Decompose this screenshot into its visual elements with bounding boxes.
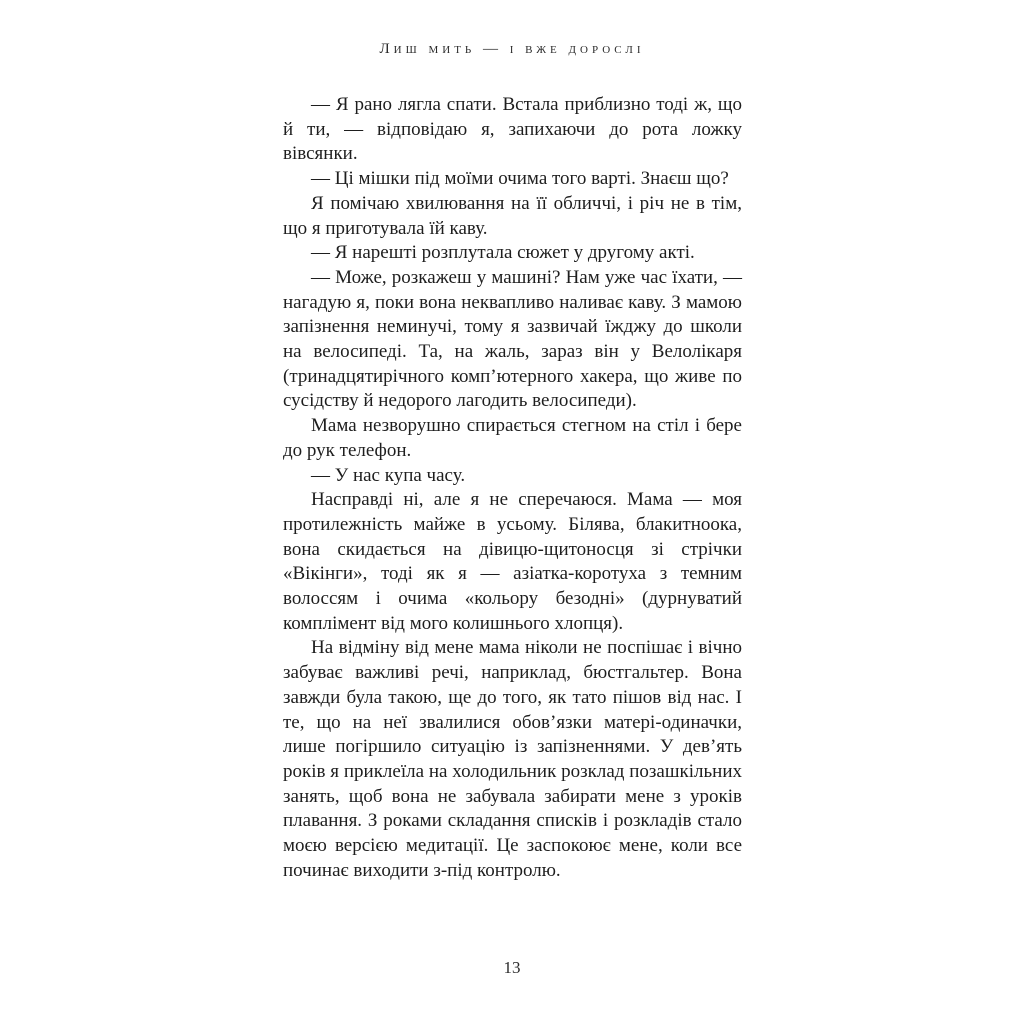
page-body — [283, 93, 742, 884]
paragraph: — Я нарешті розплутала сюжет у другому акті. — [311, 242, 695, 264]
paragraph: — У нас купа часу. — [311, 464, 466, 486]
paragraph: Мама незворушно спирається стегном на стіл і бере до рук телефон. — [283, 415, 742, 461]
paragraph: — Ці мішки під моїми очима того варті. Знаєш що? — [311, 168, 729, 190]
paragraph: На відміну від мене мама ніколи не поспішає і вічно забуває важливі речі, наприклад, бюстгальтер. Вона завжди була такою, ще до того, як тато пішов від нас. І те, що на неї звалилися обов’язки матері-одиначки, лише погіршило ситуацію із запізненнями. У дев’ять років я приклеїла на холодильник розклад позашкільних занять, щоб вона не забувала забирати мене з уроків плавання. З роками складання списків і розкладів стало моєю версією медитації. Це заспокоює мене, коли все починає виходити з-під контролю. — [283, 637, 742, 881]
paragraph: Насправді ні, але я не сперечаюся. Мама — моя протилежність майже в усьому. Білява, блакитноока, вона скидається на дівицю-щитоносця зі стрічки «Вікінги», тоді як я — азіатка-коротуха з темним волоссям і очима «кольору безодні» (дурнуватий комплімент від мого колишнього хлопця). — [283, 489, 742, 634]
paragraph: Я помічаю хвилювання на її обличчі, і річ не в тім, що я приготувала їй каву. — [283, 192, 742, 239]
page-number: 13 — [503, 958, 521, 977]
running-head: Лиш мить — і вже дорослі — [379, 41, 645, 57]
paragraph: — Може, розкажеш у машині? Нам уже час їхати, — нагадую я, поки вона неквапливо наливає каву. З мамою запізнення неминучі, тому я зазвичай їжджу до школи на велосипеді. Та, на жаль, зараз він у Велолікаря (тринадцятирічного комп’ютерного хакера, що живе по сусідству й недорого лагодить велосипеди). — [283, 266, 742, 412]
paragraph: — Я рано лягла спати. Встала приблизно тоді ж, що й ти, — відповідаю я, запихаючи до рота ложку вівсянки. — [283, 94, 742, 165]
